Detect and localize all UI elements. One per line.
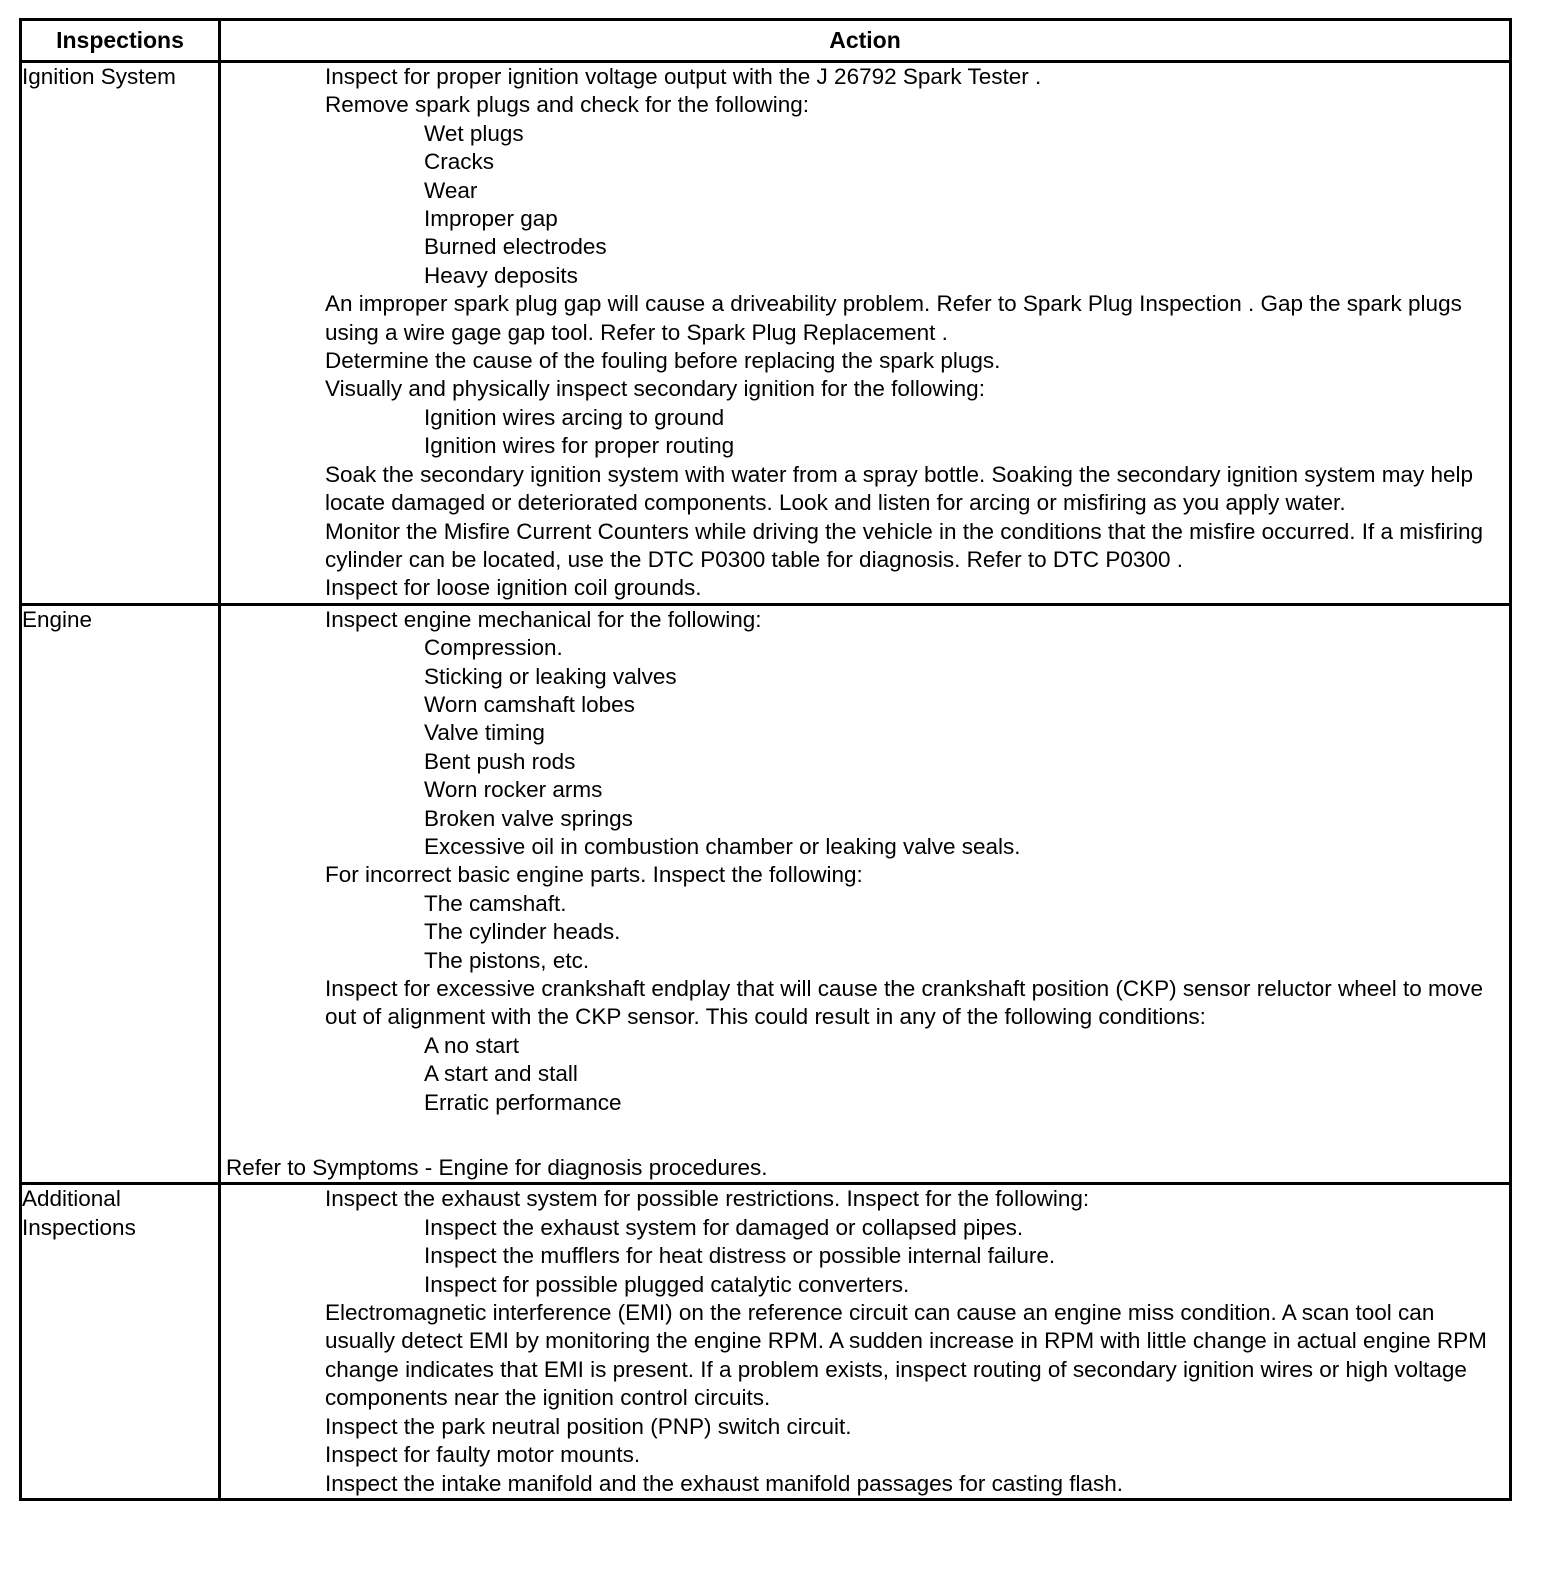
action-subitem: Excessive oil in combustion chamber or leaking valve seals.: [424, 833, 1021, 859]
action-item: Soak the secondary ignition system with water from a spray bottle. Soaking the secondary ignition system may help locate damaged or deteriorated components. Look and listen for arcing or misfiring as you apply water.: [325, 461, 1474, 516]
action-subitem: Bent push rods: [424, 748, 576, 774]
action-item: Inspect for excessive crankshaft endplay that will cause the crankshaft position (CKP) sensor reluctor wheel to move out of alignment with the CKP sensor. This could result in any of the following conditions:: [325, 976, 1484, 1030]
action-subitem: Ignition wires arcing to ground: [424, 404, 725, 430]
action-subitem: Inspect for possible plugged catalytic converters.: [424, 1271, 910, 1297]
action-subitem: Worn camshaft lobes: [424, 691, 635, 717]
table-body: [21, 62, 1511, 1500]
action-subitem: Heavy deposits: [424, 262, 578, 288]
action-subitem: The pistons, etc.: [424, 947, 590, 973]
header-row: [21, 20, 1511, 62]
action-subitem: Wear: [424, 177, 478, 203]
action-subitem: Inspect the mufflers for heat distress or possible internal failure.: [424, 1243, 1056, 1269]
action-item: Inspect for faulty motor mounts.: [325, 1442, 641, 1468]
action-item: An improper spark plug gap will cause a driveability problem. Refer to Spark Plug Inspection . Gap the spark plugs using a wire gage gap tool. Refer to Spark Plug Replacement .: [325, 291, 1462, 345]
table-row: [21, 62, 1511, 605]
action-subitem: The cylinder heads.: [424, 919, 621, 945]
action-cell: [220, 62, 1511, 605]
action-cell: [220, 1184, 1511, 1499]
action-item: Monitor the Misfire Current Counters while driving the vehicle in the conditions that the misfire occurred. If a misfiring cylinder can be located, use the DTC P0300 table for diagnosis. Refer to DTC P0300 .: [325, 518, 1483, 572]
action-subitem: Wet plugs: [424, 120, 524, 146]
spacer: [221, 1117, 1509, 1154]
action-subitem: Broken valve springs: [424, 805, 633, 831]
action-item: Inspect the park neutral position (PNP) switch circuit.: [325, 1413, 852, 1439]
inspection-table: [19, 18, 1512, 1501]
inspection-label: Additional Inspections: [21, 1184, 220, 1499]
action-subitem: A no start: [424, 1032, 520, 1058]
action-subitem: Worn rocker arms: [424, 777, 603, 803]
action-cell: [220, 604, 1511, 1184]
action-subitem: Burned electrodes: [424, 234, 607, 260]
header-inspections: Inspections: [21, 20, 220, 62]
action-item: Inspect the exhaust system for possible restrictions. Inspect for the following:: [325, 1186, 1090, 1212]
action-item: Inspect for loose ignition coil grounds.: [325, 575, 702, 601]
action-subitem: Inspect the exhaust system for damaged or collapsed pipes.: [424, 1214, 1024, 1240]
action-subitem: A start and stall: [424, 1061, 578, 1087]
action-item: Electromagnetic interference (EMI) on the reference circuit can cause an engine miss condition. A scan tool can usually detect EMI by monitoring the engine RPM. A sudden increase in RPM with little change in actual engine RPM change indicates that EMI is present. If a problem exists, inspect routing of secondary ignition wires or high voltage components near the ignition control circuits.: [325, 1300, 1487, 1411]
action-item: For incorrect basic engine parts. Inspect the following:: [325, 862, 863, 888]
refer-note: Refer to Symptoms - Engine for diagnosis procedures.: [226, 1155, 768, 1181]
action-subitem: Cracks: [424, 149, 495, 175]
action-subitem: Compression.: [424, 635, 563, 661]
action-subitem: The camshaft.: [424, 890, 567, 916]
action-item: Remove spark plugs and check for the following:: [325, 92, 810, 118]
action-subitem: Improper gap: [424, 206, 558, 232]
action-item: Determine the cause of the fouling before replacing the spark plugs.: [325, 348, 1001, 374]
inspection-label: Ignition System: [21, 62, 220, 605]
action-subitem: Sticking or leaking valves: [424, 663, 677, 689]
header-action: Action: [220, 20, 1511, 62]
action-item: Inspect for proper ignition voltage output with the J 26792 Spark Tester .: [325, 64, 1042, 89]
action-subitem: Valve timing: [424, 720, 545, 746]
table-row: [21, 1184, 1511, 1499]
inspection-label: Engine: [21, 604, 220, 1184]
action-item: Inspect the intake manifold and the exhaust manifold passages for casting flash.: [325, 1470, 1123, 1496]
table-row: [21, 604, 1511, 1184]
action-item: Inspect engine mechanical for the following:: [325, 606, 762, 632]
action-subitem: Erratic performance: [424, 1089, 622, 1115]
action-item: Visually and physically inspect secondary ignition for the following:: [325, 376, 985, 402]
action-subitem: Ignition wires for proper routing: [424, 433, 735, 459]
